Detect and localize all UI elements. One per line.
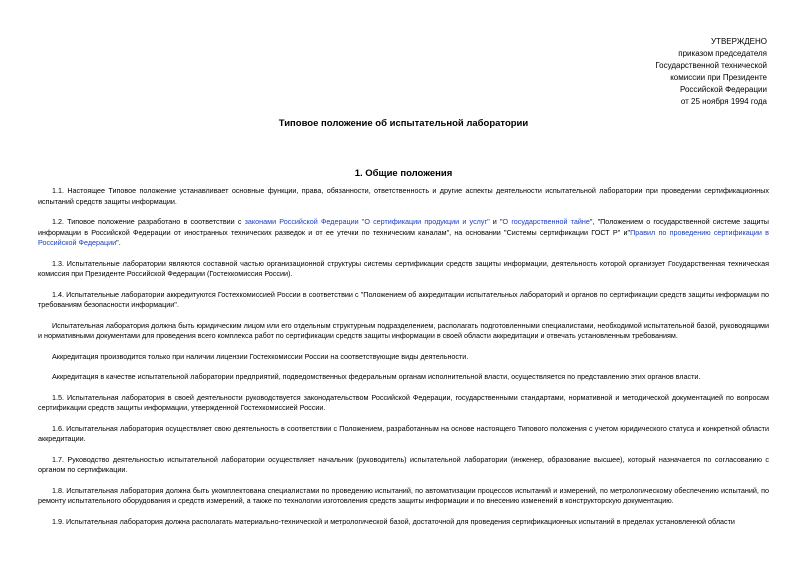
paragraph-1-1: 1.1. Настоящее Типовое положение устанавливает основные функции, права, обязанности, ответственность и другие аспекты деятельности испытательной лаборатории при проведении сертификационных испытаний средств защиты информации. — [38, 186, 769, 206]
document-body — [38, 186, 769, 537]
paragraph-1-9: 1.9. Испытательная лаборатория должна располагать материально-технической и метрологической базой, достаточной для проведения сертификационных испытаний в пределах установленной области — [52, 516, 735, 526]
link-state-secret[interactable]: О государственной тайне — [502, 217, 590, 226]
paragraph-1-8: 1.8. Испытательная лаборатория должна быть укомплектована специалистами по проведению испытаний, по автоматизации процессов испытаний и измерений, по метрологическому обеспечению испытаний, по ремонту испытательного оборудования и средств измерений, а также по технологии изготовления средств защиты информации и по внесению изменений в конструкторскую документацию. — [38, 485, 769, 505]
paragraph-1-3: 1.3. Испытательные лаборатории являются составной частью организационной структуры системы сертификации средств защиты информации, деятельность которой организует Государственная техническая комиссия при Президенте Российской Федерации (Гостехкомиссия России). — [38, 258, 769, 278]
paragraph-text: и " — [489, 217, 503, 226]
paragraph-text: ", "Положением о государственной системе защиты информации в Российской Федерации от иностранных технических разведок и от ее утечки по техническим каналам", на основании "Системы сертификации ГОСТ Р" и" — [38, 217, 769, 237]
paragraph-1-4b: Аккредитация производится только при наличии лицензии Гостехкомиссии России на соответствующие виды деятельности. — [52, 351, 469, 361]
document-title: Типовое положение об испытательной лаборатории — [278, 118, 529, 129]
link-certification-rules[interactable]: Правил по проведению сертификации в Российской Федерации — [38, 227, 769, 247]
approval-line: Государственной технической — [655, 61, 767, 70]
approval-line: от 25 ноября 1994 года — [680, 97, 767, 106]
paragraph-1-6: 1.6. Испытательная лаборатория осуществляет свою деятельность в соответствии с Положением, разработанным на основе настоящего Типового положения с учетом юридического статуса и конкретной области аккредитации. — [38, 423, 769, 443]
paragraph-1-4a: Испытательная лаборатория должна быть юридическим лицом или его отдельным структурным подразделением, располагать подготовленными специалистами, необходимой испытательной базой, руководящими и нормативными документами для проведения всего комплекса работ по сертификации средств защиты информации в своей области аккредитации и отвечать установленным требованиям. — [38, 320, 769, 340]
paragraph-text: ". — [116, 238, 121, 247]
paragraph-1-4c: Аккредитация в качестве испытательной лаборатории предприятий, подведомственных федеральным органам исполнительной власти, осуществляется по представлению этих органов власти. — [52, 372, 701, 381]
section-title: 1. Общие положения — [354, 168, 453, 179]
paragraph-1-5: 1.5. Испытательная лаборатория в своей деятельности руководствуется законодательством Российской Федерации, государственными стандартами, нормативной и методической документацией по вопросам сертификации средств защиты информации, утвержденной Гостехкомиссией России. — [38, 392, 769, 412]
approval-block — [655, 36, 767, 108]
approval-line: Российской Федерации — [680, 85, 767, 94]
paragraph-1-7: 1.7. Руководство деятельностью испытательной лаборатории осуществляет начальник (руководитель) испытательной лаборатории (инженер, образование высшее), который назначается по согласованию с органом по сертификации. — [38, 454, 769, 474]
link-laws[interactable]: законами Российской Федерации "О сертификации продукции и услуг" — [244, 217, 490, 226]
approval-line: УТВЕРЖДЕНО — [710, 37, 767, 46]
paragraph-1-4: 1.4. Испытательные лаборатории аккредитуются Гостехкомиссией России в соответствии с "Положением об аккредитации испытательных лабораторий и органов по сертификации средств защиты информации по требованиям безопасности информации". — [38, 289, 769, 309]
approval-line: приказом председателя — [678, 49, 767, 58]
paragraph-1-2 — [38, 217, 769, 249]
paragraph-text: 1.2. Типовое положение разработано в соответствии с — [52, 217, 245, 226]
approval-line: комиссии при Президенте — [670, 73, 767, 82]
